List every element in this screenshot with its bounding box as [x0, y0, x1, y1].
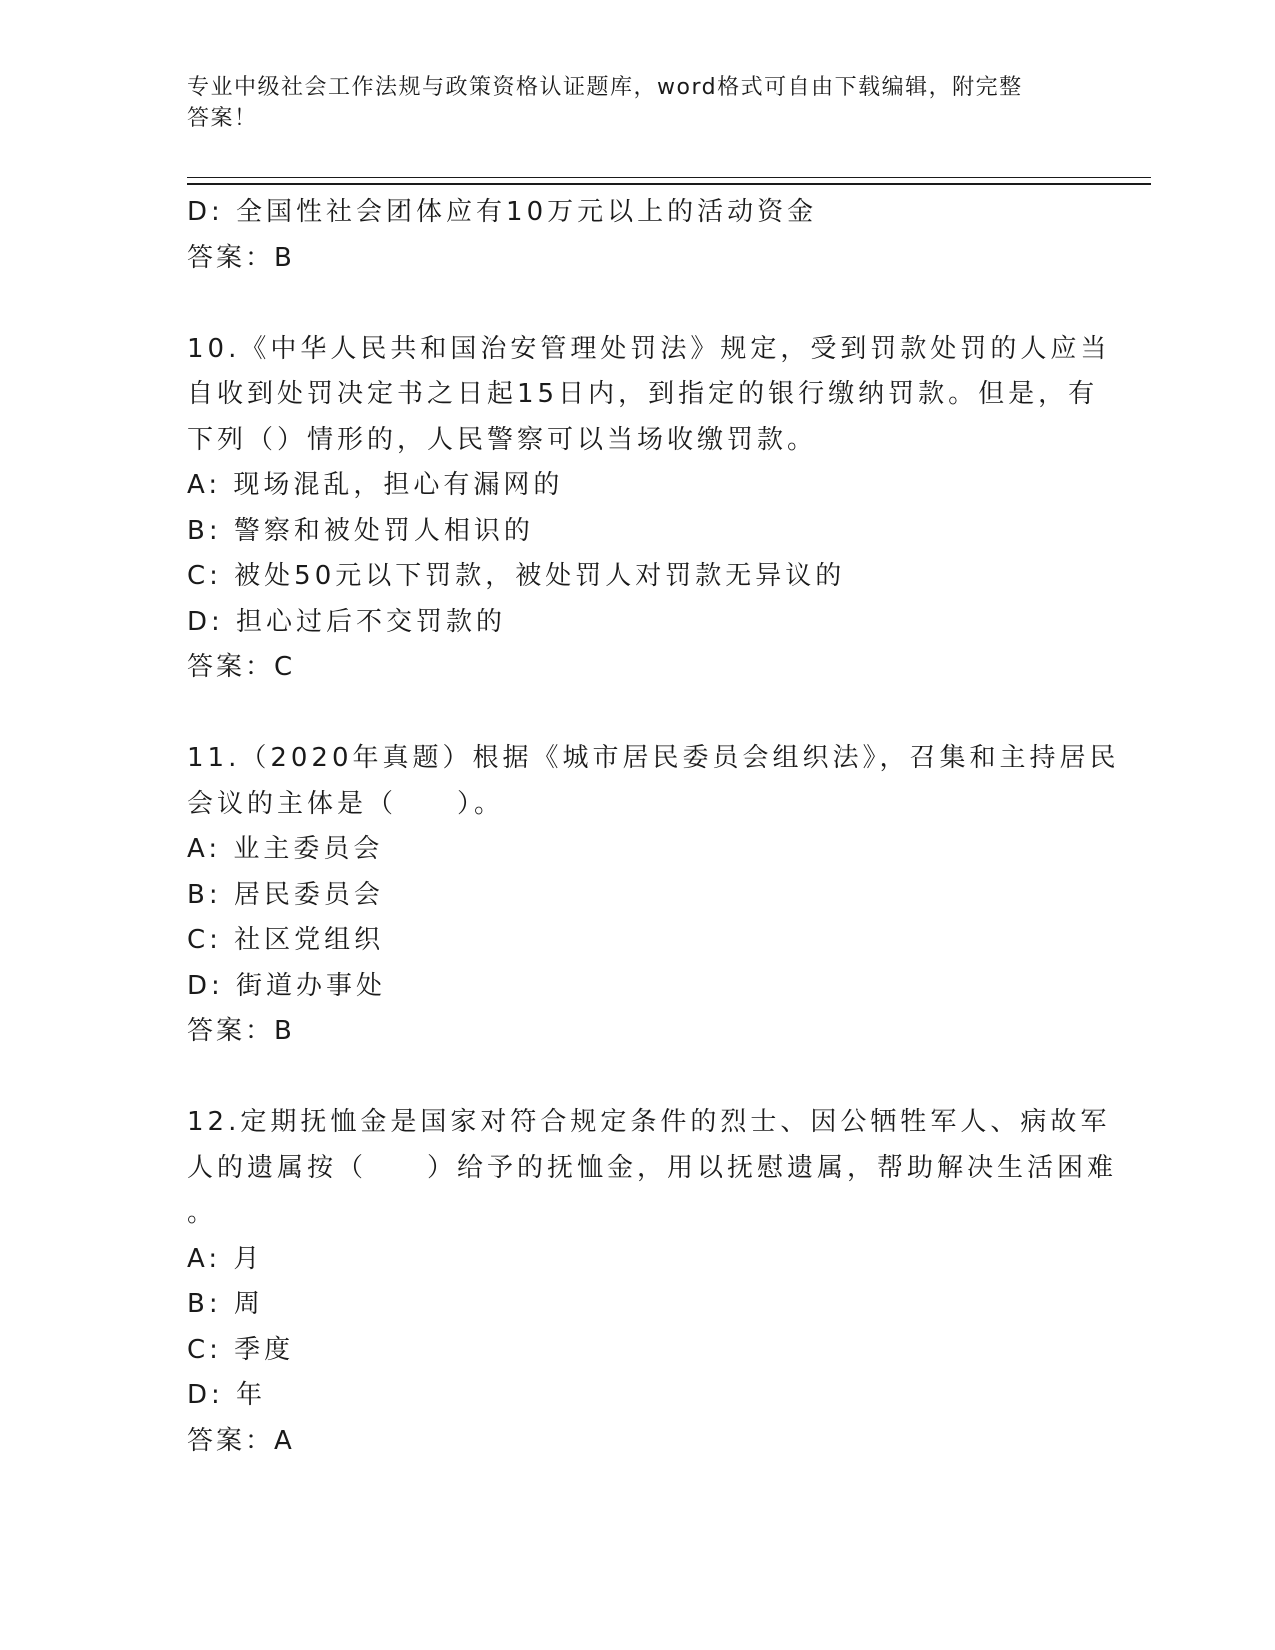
- option-a: A: 现场混乱，担心有漏网的: [187, 470, 564, 500]
- question-stem-line: 人的遗属按（ ）给予的抚恤金，用以抚慰遗属，帮助解决生活困难: [187, 1152, 1118, 1183]
- answer-line: 答案：A: [187, 1425, 295, 1456]
- question-content: [187, 190, 1120, 1464]
- option-d: D: 全国性社会团体应有10万元以上的活动资金: [187, 197, 818, 227]
- question-stem-line: 自收到处罚决定书之日起15日内，到指定的银行缴纳罚款。但是，有: [187, 379, 1099, 409]
- option-b: B: 警察和被处罚人相识的: [187, 515, 534, 546]
- question-stem-line: 。: [187, 1198, 218, 1228]
- option-d: D: 担心过后不交罚款的: [187, 606, 507, 637]
- header-note-line: 答案！: [187, 106, 258, 131]
- option-c: C: 季度: [187, 1334, 295, 1365]
- answer-line: 答案：B: [187, 1016, 295, 1046]
- question-block: [187, 327, 1111, 691]
- header-divider: [187, 177, 1151, 185]
- question-stem-line: 会议的主体是（ ）。: [187, 788, 505, 819]
- option-b: B: 周: [187, 1289, 264, 1319]
- spacer: [187, 1055, 1087, 1101]
- spacer: [187, 281, 1087, 327]
- question-block: [187, 1100, 1118, 1464]
- question-block: [187, 736, 1120, 1055]
- question-stem-line: 10.《中华人民共和国治安管理处罚法》规定，受到罚款处罚的人应当: [187, 333, 1111, 364]
- question-stem-line: 11.（2020年真题）根据《城市居民委员会组织法》，召集和主持居民: [187, 743, 1120, 773]
- option-d: D: 年: [187, 1380, 267, 1410]
- question-stem-line: 12.定期抚恤金是国家对符合规定条件的烈士、因公牺牲军人、病故军: [187, 1107, 1111, 1137]
- question-stem-line: 下列（）情形的，人民警察可以当场收缴罚款。: [187, 424, 818, 455]
- answer-line: 答案：C: [187, 652, 296, 682]
- option-c: C: 被处50元以下罚款，被处罚人对罚款无异议的: [187, 561, 846, 591]
- option-a: A: 月: [187, 1243, 264, 1274]
- answer-line: 答案：B: [187, 242, 295, 273]
- option-c: C: 社区党组织: [187, 925, 385, 955]
- option-a: A: 业主委员会: [187, 834, 384, 864]
- header-note: [187, 72, 1067, 134]
- header-note-line: 专业中级社会工作法规与政策资格认证题库，word格式可自由下载编辑，附完整: [187, 75, 1023, 100]
- option-d: D: 街道办事处: [187, 970, 387, 1001]
- option-b: B: 居民委员会: [187, 879, 384, 910]
- spacer: [187, 691, 1087, 737]
